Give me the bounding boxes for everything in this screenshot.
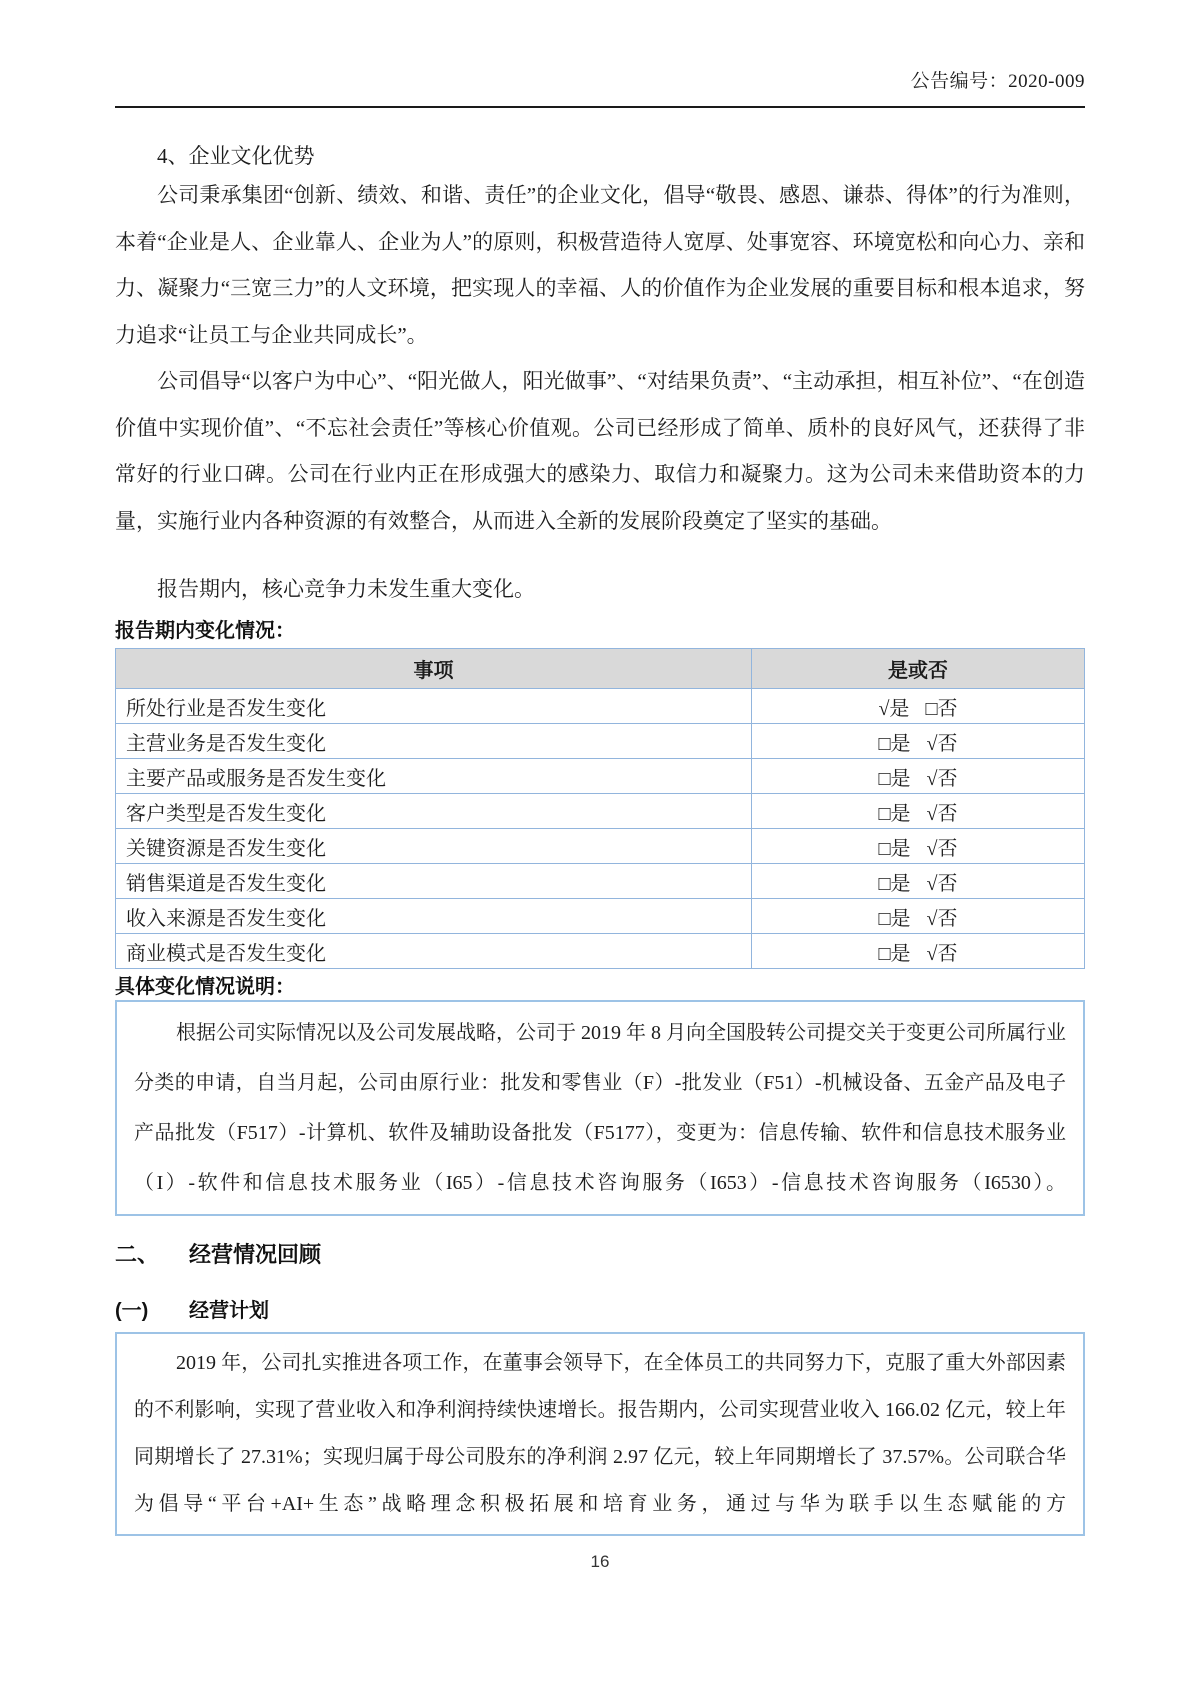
table-cell-answer — [752, 794, 1085, 829]
doc-number: 公告编号：2020-009 — [910, 71, 1085, 92]
yes-checkbox: □是 — [878, 767, 911, 790]
table-cell-item: 客户类型是否发生变化 — [116, 794, 752, 829]
change-note-box — [115, 1000, 1085, 1216]
section2-heading — [115, 1238, 321, 1269]
table-cell-item: 销售渠道是否发生变化 — [116, 864, 752, 899]
yes-checkbox: □是 — [878, 802, 911, 825]
yes-checkbox: □是 — [878, 732, 911, 755]
no-checkbox: √否 — [926, 872, 958, 895]
table-row — [116, 864, 1085, 899]
no-checkbox: √否 — [926, 942, 958, 965]
change-table — [115, 648, 1085, 969]
document-page — [115, 0, 1085, 1697]
table-cell-answer — [752, 899, 1085, 934]
table-cell-item: 关键资源是否发生变化 — [116, 829, 752, 864]
subsection-title: 经营计划 — [189, 1300, 269, 1322]
subsection-number: (一) — [115, 1300, 149, 1322]
table-row — [116, 794, 1085, 829]
yes-checkbox: □是 — [878, 942, 911, 965]
change-note-title: 具体变化情况说明： — [115, 976, 295, 998]
table-cell-answer — [752, 689, 1085, 724]
section2-title: 经营情况回顾 — [189, 1242, 322, 1267]
no-checkbox: √否 — [926, 732, 958, 755]
table-cell-item: 商业模式是否发生变化 — [116, 934, 752, 969]
yes-checkbox: □是 — [878, 907, 911, 930]
yes-checkbox: □是 — [878, 837, 911, 860]
table-cell-item: 收入来源是否发生变化 — [116, 899, 752, 934]
no-checkbox: √否 — [926, 907, 958, 930]
page-footer — [0, 1552, 1200, 1572]
table-header-row — [116, 649, 1085, 689]
table-cell-item: 所处行业是否发生变化 — [116, 689, 752, 724]
table-row — [116, 899, 1085, 934]
table-cell-item: 主要产品或服务是否发生变化 — [116, 759, 752, 794]
operating-plan-text: 2019 年，公司扎实推进各项工作，在董事会领导下，在全体员工的共同努力下，克服了重大外部因素的不利影响，实现了营业收入和净利润持续快速增长。报告期内，公司实现营业收入 166.02 亿元，较上年同期增长了 27.31%；实现归属于母公司股东的净利润 2.97 亿元，较上年同期增长了 37.57%。公司联合华为倡导“平台+AI+生态”战略理念积极拓展和培育业务，通过与华为联手以生态赋能的方 — [134, 1352, 1066, 1515]
table-cell-item: 主营业务是否发生变化 — [116, 724, 752, 759]
table-row — [116, 759, 1085, 794]
subsection-heading — [115, 1294, 269, 1323]
table-header-answer: 是或否 — [752, 649, 1085, 689]
table-cell-answer — [752, 759, 1085, 794]
table-header-item: 事项 — [116, 649, 752, 689]
table-row — [116, 689, 1085, 724]
no-checkbox: √否 — [926, 837, 958, 860]
table-cell-answer — [752, 724, 1085, 759]
no-checkbox: √否 — [926, 767, 958, 790]
table-row — [116, 934, 1085, 969]
change-note-text: 根据公司实际情况以及公司发展战略，公司于 2019 年 8 月向全国股转公司提交关于变更公司所属行业分类的申请，自当月起，公司由原行业：批发和零售业（F）-批发业（F51）-机械设备、五金产品及电子产品批发（F517）-计算机、软件及辅助设备批发（F5177），变更为：信息传输、软件和信息技术服务业（I）-软件和信息技术服务业（I65）-信息技术咨询服务（I653）-信息技术咨询服务（I6530）。 — [134, 1022, 1066, 1194]
page-number: 16 — [590, 1552, 610, 1571]
yes-checkbox: √是 — [878, 697, 910, 720]
table-cell-answer — [752, 864, 1085, 899]
document-header — [115, 66, 1085, 93]
paragraph-culture-1: 公司秉承集团“创新、绩效、和谐、责任”的企业文化，倡导“敬畏、感恩、谦恭、得体”的行为准则，本着“企业是人、企业靠人、企业为人”的原则，积极营造待人宽厚、处事宽容、环境宽松和向心力、亲和力、凝聚力“三宽三力”的人文环境，把实现人的幸福、人的价值作为企业发展的重要目标和根本追求，努力追求“让员工与企业共同成长”。 — [115, 183, 1085, 347]
table-cell-answer — [752, 934, 1085, 969]
section4-title: 4、企业文化优势 — [157, 144, 315, 168]
table-row — [116, 829, 1085, 864]
paragraph-culture-2: 公司倡导“以客户为中心”、“阳光做人，阳光做事”、“对结果负责”、“主动承担，相互补位”、“在创造价值中实现价值”、“不忘社会责任”等核心价值观。公司已经形成了简单、质朴的良好风气，还获得了非常好的行业口碑。公司在行业内正在形成强大的感染力、取信力和凝聚力。这为公司未来借助资本的力量，实施行业内各种资源的有效整合，从而进入全新的发展阶段奠定了坚实的基础。 — [115, 369, 1085, 533]
yes-checkbox: □是 — [878, 872, 911, 895]
no-checkbox: √否 — [926, 802, 958, 825]
header-rule — [115, 106, 1085, 108]
table-cell-answer — [752, 829, 1085, 864]
section2-number: 二、 — [115, 1242, 160, 1267]
change-table-title: 报告期内变化情况： — [115, 620, 295, 642]
no-checkbox: □否 — [925, 697, 958, 720]
paragraph-no-major-change: 报告期内，核心竞争力未发生重大变化。 — [157, 577, 535, 601]
table-row — [116, 724, 1085, 759]
operating-plan-box — [115, 1332, 1085, 1536]
